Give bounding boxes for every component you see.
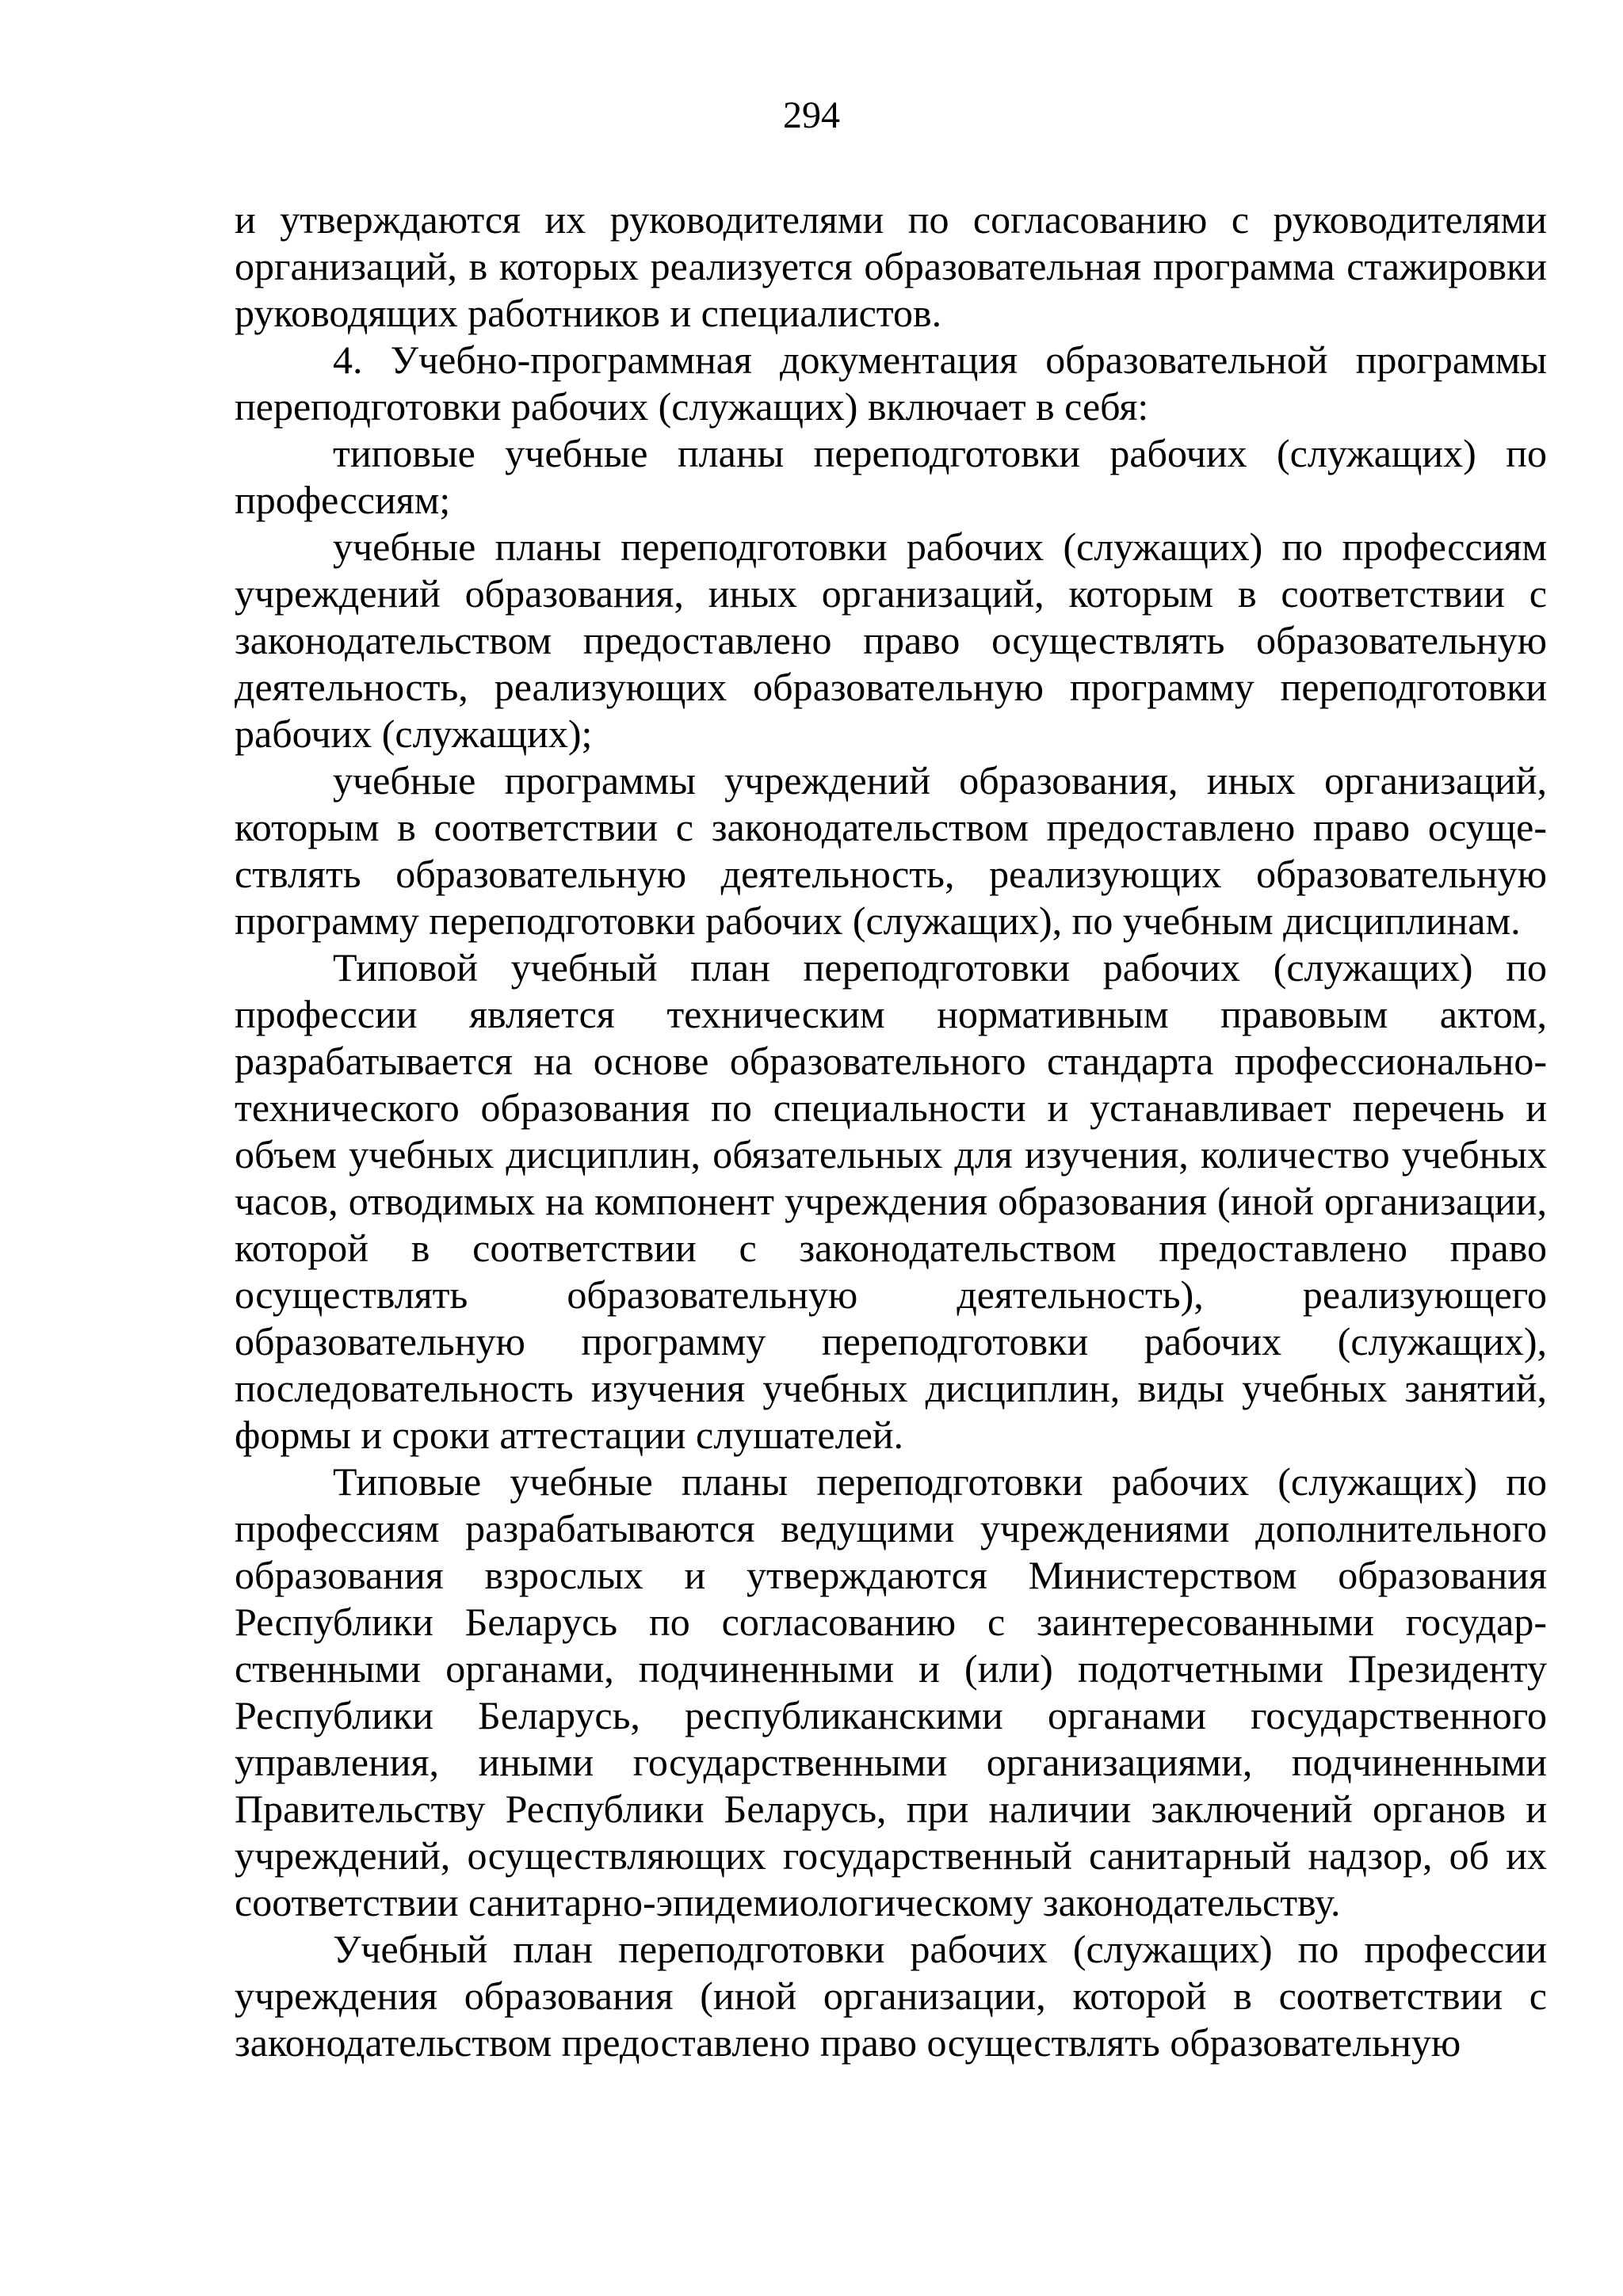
document-body xyxy=(235,196,1547,2066)
page-number: 294 xyxy=(783,94,840,136)
list-item-study-plans: учебные планы переподготовки рабочих (служащих) по профессиям учреждений образования, иных организаций, которым в соответствии с законодательством предоставлено право осуществлять образовательную деятельность, реализующих образовательную программу переподготовки рабочих (служащих); xyxy=(235,524,1547,756)
paragraph-typical-plan-definition: Типовой учебный план переподготовки рабочих (служащих) по профессии является техническим нормативным правовым актом, разрабатывается на основе образовательного стандарта профессионально-технического образования по специальности и устанавливает перечень и объем учебных дисциплин, обязательных для изучения, количество учебных часов, отводимых на компонент учреждения образования (иной организации, которой в соответствии с законодательством предоставлено право осуществлять образовательную деятельность), реализующего образовательную программу переподготовки рабочих (служащих), последовательность изучения учебных дисциплин, виды учебных занятий, формы и сроки аттестации слушателей. xyxy=(235,945,1547,1457)
paragraph-study-plan: Учебный план переподготовки рабочих (служащих) по профессии учреждения образования (иной организации, которой в соответствии с законодательством предоставлено право осуществлять образовательную xyxy=(235,1927,1547,2065)
list-item-typical-plans: типовые учебные планы переподготовки рабочих (служащих) по профессиям; xyxy=(235,431,1547,522)
paragraph-item-4: 4. Учебно-программная документация образовательной программы переподготовки рабочих (служащих) включает в себя: xyxy=(235,338,1547,429)
paragraph-typical-plans-approval: Типовые учебные планы переподготовки рабочих (служащих) по профессиям разрабатываются ведущими учреждениями дополнительного образования взрослых и утверждаются Министерством образования Республики Беларусь по согласованию с заинтересованными государственными органами, подчиненными и (или) подотчетными Президенту Республики Беларусь, республиканскими органами государственного управления, иными государственными организациями, подчиненными Правительству Республики Беларусь, при наличии заключений органов и учреждений, осуществляющих государственный санитарный надзор, об их соответствии санитарно-эпидемиологическому законодательству. xyxy=(235,1459,1547,1924)
paragraph-continuation: и утверждаются их руководителями по согласованию с руководителями организаций, в которых реализуется образовательная программа стажировки руководящих работников и специалистов. xyxy=(235,197,1547,335)
list-item-study-programs: учебные программы учреждений образования, иных организаций, которым в соответствии с законодательством предоставлено право осуществлять образовательную деятельность, реализующих образовательную программу переподготовки рабочих (служащих), по учебным дисциплинам. xyxy=(235,758,1547,943)
